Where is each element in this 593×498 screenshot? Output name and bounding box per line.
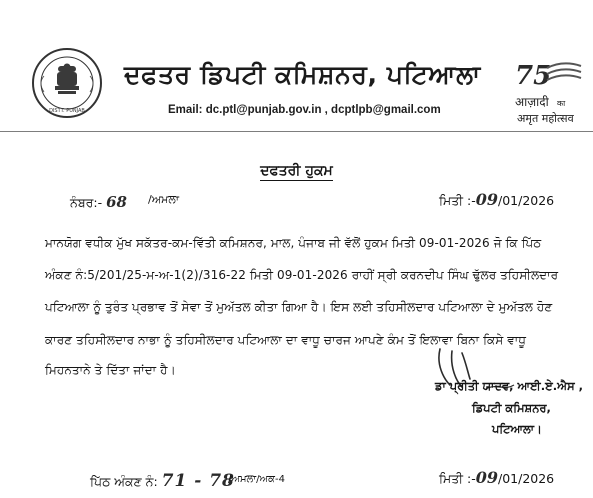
order-date-day: 09 <box>475 190 498 209</box>
order-date-label: ਮਿਤੀ :- <box>439 193 476 208</box>
endorsement-label: ਪਿੱਠ ਅੰਕਣ ਨੰ: <box>90 474 158 489</box>
signatory-designation: ਡਿਪਟੀ ਕਮਿਸ਼ਨਰ, <box>472 401 551 415</box>
order-title: ਦਫਤਰੀ ਹੁਕਮ <box>260 163 333 179</box>
azadi-ka-amrit-mahotsav-logo-icon <box>507 56 585 128</box>
endorsement-value: 71 - 78 <box>161 471 235 491</box>
order-date <box>439 190 554 209</box>
endorsement-dept: /ਅਮਲਾ/ਅਕ-4 <box>228 474 285 485</box>
office-title: ਦਫਤਰ ਡਿਪਟੀ ਕਮਿਸ਼ਨਰ, ਪਟਿਆਲਾ <box>124 60 481 89</box>
header-divider <box>0 131 593 132</box>
body-line: ਕਾਰਣ ਤਹਿਸੀਲਦਾਰ ਨਾਭਾ ਨੂੰ ਤਹਿਸੀਲਦਾਰ ਪਟਿਆਲਾ ਦਾ ਵਾਧੂ ਚਾਰਜ ਆਪਣੇ ਕੰਮ ਤੋਂ ਇਲਾਵਾ ਬਿਨਾ ਕਿਸੇ ਵਾਧੂ <box>45 333 526 347</box>
order-date-rest: /01/2026 <box>497 193 555 208</box>
signatory-place: ਪਟਿਆਲਾ। <box>492 422 542 436</box>
endorsement-date <box>439 468 554 487</box>
svg-text:75: 75 <box>515 61 552 91</box>
endorsement-number <box>90 471 235 491</box>
svg-text:DISTT. PUNJAB: DISTT. PUNJAB <box>49 108 85 114</box>
svg-text:अमृत महोत्सव: अमृत महोत्सव <box>517 112 574 125</box>
svg-text:आज़ादी: आज़ादी <box>515 95 549 109</box>
body-line: ਅੰਕਣ ਨੰ:5/201/25-ਮ-ਅ-1(2)/316-22 ਮਿਤੀ 09-01-2026 ਰਾਹੀਂ ਸ੍ਰੀ ਕਰਨਦੀਪ ਸਿੰਘ ਢੁੱਲਰ ਤਹਿਸੀਲਦਾਰ <box>45 268 559 282</box>
body-line: ਮਾਨਯੋਗ ਵਧੀਕ ਮੁੱਖ ਸਕੱਤਰ-ਕਮ-ਵਿੱਤੀ ਕਮਿਸ਼ਨਰ, ਮਾਲ, ਪੰਜਾਬ ਜੀ ਵੱਲੋਂ ਹੁਕਮ ਮਿਤੀ 09-01-2026 ਜੋ ਕਿ ਪਿੱਠ <box>45 236 542 250</box>
endorsement-date-rest: /01/2026 <box>497 471 555 486</box>
endorsement-date-day: 09 <box>475 468 498 487</box>
order-number <box>70 193 127 211</box>
contact-email-line: Email: dc.ptl@punjab.gov.in , dcptlpb@gmail.com <box>168 104 441 116</box>
signatory-name: ਡਾ ਪ੍ਰੀਤੀ ਯਾਦਵ, ਆਈ.ਏ.ਐਸ , <box>435 379 583 393</box>
handwritten-signature-icon <box>426 345 556 405</box>
body-line: ਪਟਿਆਲਾ ਨੂੰ ਤੁਰੰਤ ਪ੍ਰਭਾਵ ਤੋਂ ਸੇਵਾ ਤੋਂ ਮੁਅੱਤਲ ਕੀਤਾ ਗਿਆ ਹੈ। ਇਸ ਲਈ ਤਹਿਸੀਲਦਾਰ ਪਟਿਆਲਾ ਦੇ ਮੁਅੱਤਲ ਹੋਣ <box>45 300 553 314</box>
body-line: ਮਿਹਨਤਾਨੇ ਤੇ ਦਿੱਤਾ ਜਾਂਦਾ ਹੈ। <box>45 363 176 377</box>
order-number-value: 68 <box>106 193 127 211</box>
svg-text:का: का <box>557 99 566 108</box>
state-emblem-seal-icon <box>30 46 104 120</box>
order-number-label: ਨੰਬਰ:- <box>70 195 103 210</box>
order-number-dept: /ਅਮਲਾ <box>148 193 179 206</box>
endorsement-date-label: ਮਿਤੀ :- <box>439 471 476 486</box>
